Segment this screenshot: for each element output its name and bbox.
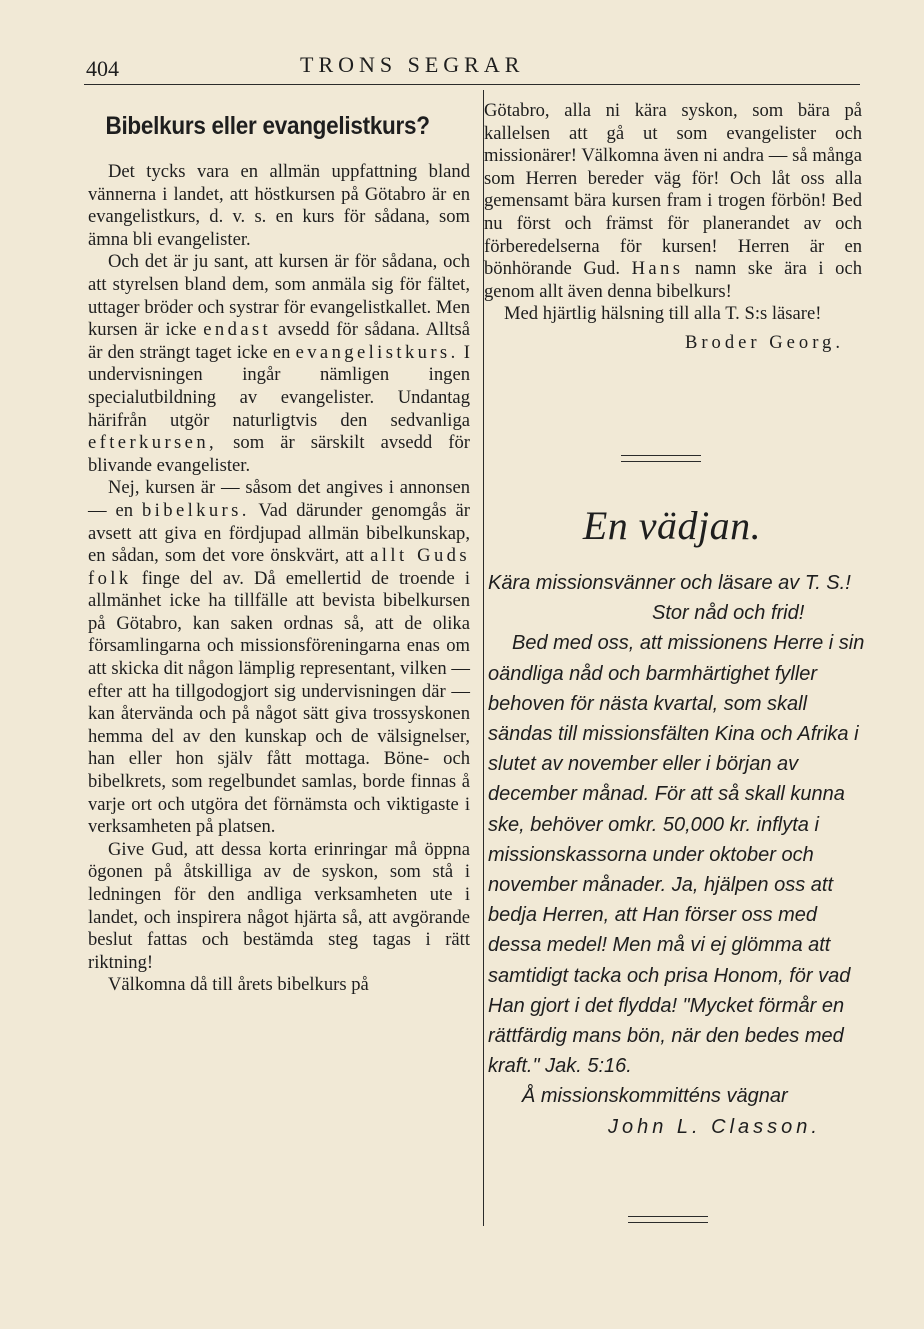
text-run: Nej, kursen är — såsom det angives i annonsen — en bbox=[88, 477, 470, 521]
article-right-column bbox=[484, 100, 862, 354]
appeal-body: Bed med oss, att missionens Herre i sin oändliga nåd och barmhärtighet fyller behoven för nästa kvartal, som skall sändas till missionsfälten Kina och Afrika i slutet av november eller i början av december månad. För att så skall kunna ske, behöver omkr. 50,000 kr. inflyta i missionskassorna under oktober och november månader. Ja, hjälpen oss att bedja Herren, att Han förser oss med dessa medel! Men må vi ej glömma att samtidigt tacka och prisa Honom, för vad Han gjort i det flydda! "Mycket förmår en rättfärdig mans bön, när den bedes med kraft." Jak. 5:16. bbox=[488, 632, 865, 1078]
article-signature: Broder Georg. bbox=[684, 331, 844, 353]
text-run: Och det är ju sant, att kursen är för sådana, och att styrelsen bland dem, som anmäla sig för fältet, uttager bröder och systrar för evangelistkallet. Men kursen är icke bbox=[88, 251, 470, 341]
appeal-signer: John L. Classon. bbox=[608, 1115, 821, 1138]
text-run: Götabro, alla ni kära syskon, som bära på kallelsen att gå ut som evangelister och missionärer! Välkomna även ni andra — så många som Herren bereder väg för! Och låt oss alla gemensamt bära kursen fram i trogen förbön! Bed nu först och främst för planerandet av och förberedelserna för kursen! Herren är en bönhörande Gud. bbox=[484, 100, 862, 280]
page-number: 404 bbox=[86, 56, 119, 81]
text-run: namn ske ära i och genom allt även denna bibelkurs! bbox=[484, 258, 862, 302]
appeal-section bbox=[488, 568, 872, 1142]
section-divider bbox=[621, 455, 701, 462]
article-paragraph-continued bbox=[484, 100, 862, 303]
end-divider bbox=[628, 1216, 708, 1223]
spaced-emphasis: bibelkurs. bbox=[141, 499, 250, 521]
article-paragraph bbox=[88, 251, 470, 477]
appeal-salutation: Stor nåd och frid! bbox=[652, 602, 805, 625]
running-title: TRONS SEGRAR bbox=[300, 52, 525, 77]
article-paragraph: Det tycks vara en allmän uppfattning bland vännerna i landet, att höstkursen på Götabro är en evangelistkurs, d. v. s. en kurs för sådana, som ämna bli evangelister. bbox=[88, 161, 470, 250]
text-run: I undervisningen ingår nämligen ingen specialutbildning av evangelister. Undantag härifrån utgör naturligtvis den sedvanliga bbox=[88, 341, 470, 431]
article-paragraph: Med hjärtlig hälsning till alla T. S:s läsare! bbox=[504, 303, 822, 325]
appeal-title: En vädjan. bbox=[582, 503, 762, 548]
text-run: avsedd för sådana. Alltså är den strängt taget icke en bbox=[88, 319, 471, 363]
text-run: finge del av. Då emellertid de troende i allmänhet icke ha tillfälle att bevista bibelkursen på Götabro, kan saken ordnas så, att de olika församlingarna och missionsföreningarna enas om att skicka dit någon lämplig representant, vilken — efter att ha tillgodogjort sig undervisningen där — kan återvända och på något sätt giva trossyskonen hemma del av den kunskap och de välsignelser, han eller hon själv fått mottaga. Böne- och bibelkrets, som regelbundet samlas, borde finnas å varje ort och utgöra det förnämsta och viktigaste i verksamheten på platsen. bbox=[88, 567, 470, 838]
appeal-closing: Å missionskommitténs vägnar bbox=[522, 1085, 788, 1108]
article-body-left bbox=[88, 161, 470, 997]
article-title: Bibelkurs eller evangelistkurs? bbox=[105, 112, 430, 140]
article-paragraph bbox=[88, 477, 470, 839]
spaced-emphasis: efterkursen, bbox=[88, 432, 218, 454]
text-run: Vad därunder genomgås är avsett att giva en fördjupad allmän bibelkunskap, en sådan, som det vore önskvärt, att bbox=[88, 499, 470, 567]
header-rule bbox=[84, 84, 860, 85]
article-paragraph: Give Gud, att dessa korta erinringar må öppna ögonen på åtskilliga av de syskon, som stå i ledningen för den andliga verksamheten ute i landet, och inspirera något hjärta så, att avgörande beslut fattas och bestämda steg tagas i rätt riktning! bbox=[88, 838, 470, 973]
article-body-right bbox=[484, 100, 862, 326]
text-run: som är särskilt avsedd för blivande evangelister. bbox=[88, 432, 470, 476]
article-paragraph: Välkomna då till årets bibelkurs på bbox=[108, 974, 369, 996]
article-left-column bbox=[88, 104, 470, 997]
spaced-emphasis: Hans bbox=[631, 258, 684, 280]
appeal-greeting: Kära missionsvänner och läsare av T. S.! bbox=[488, 572, 851, 594]
spaced-emphasis: endast bbox=[203, 319, 272, 341]
spaced-emphasis: allt Guds folk bbox=[88, 545, 470, 589]
spaced-emphasis: evangelistkurs. bbox=[295, 341, 459, 363]
